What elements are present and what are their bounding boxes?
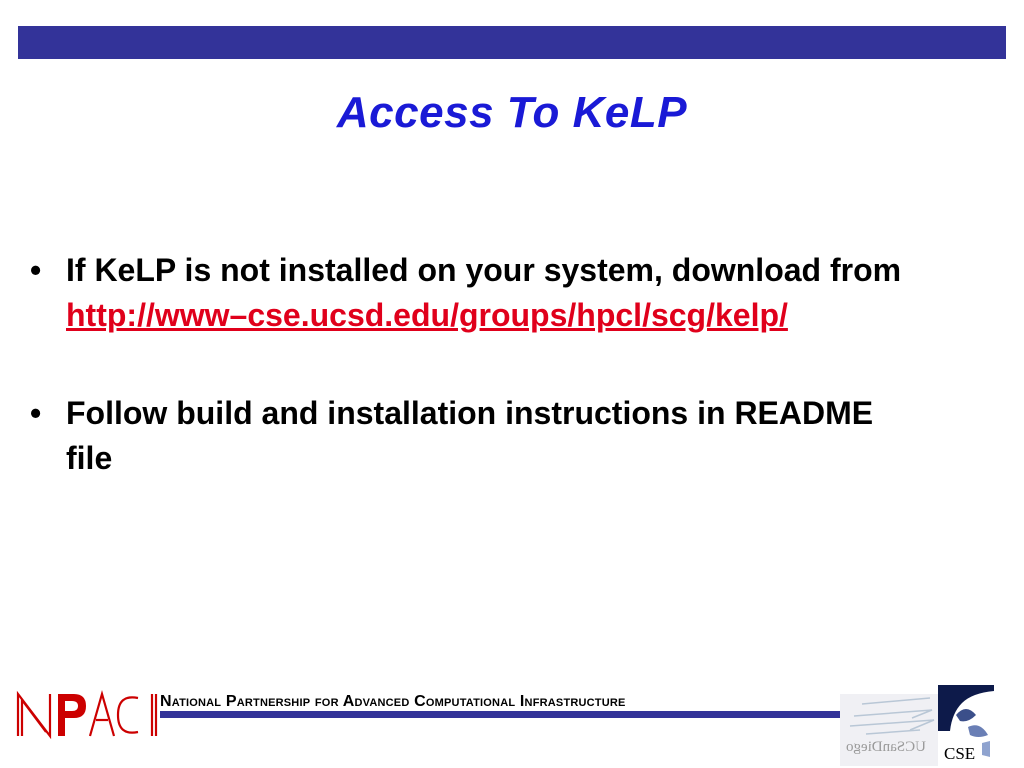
bullet-item-build [30,391,910,481]
ucsd-logo-label: UCSanDiego [846,739,926,755]
npaci-logo-icon [14,686,159,741]
npaci-logo-label: NPACI [14,686,17,687]
kelp-download-link[interactable]: http://www–cse.ucsd.edu/groups/hpcl/scg/kelp/ [66,297,788,333]
top-accent-bar [18,26,1006,59]
bullet-marker: • [30,252,42,288]
bullet-text: If KeLP is not installed on your system, download from [66,252,902,288]
bullet-text: Follow build and installation instructions in README file [66,395,874,476]
bullet-marker: • [30,395,42,431]
cse-logo-label: CSE [944,744,976,763]
slide-title: Access To KeLP [336,88,688,137]
bullet-item-download [30,248,910,338]
footer-divider [160,711,850,718]
bullet-list [30,248,910,481]
footer-organization-text: National Partnership for Advanced Computational Infrastructure [160,693,626,710]
